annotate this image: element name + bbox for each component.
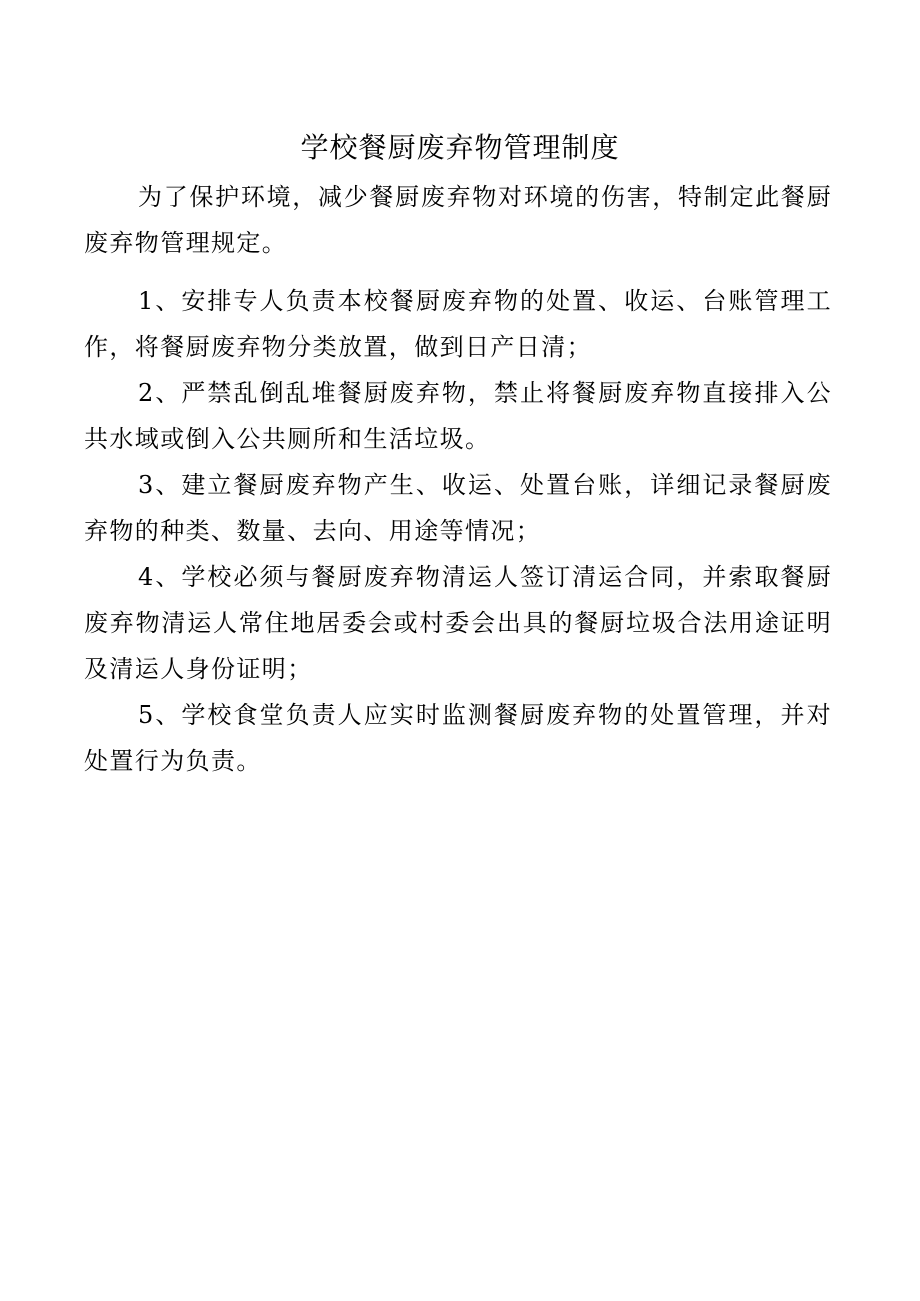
rule-item-2: 2、严禁乱倒乱堆餐厨废弃物，禁止将餐厨废弃物直接排入公共水域或倒入公共厕所和生活垃圾。 bbox=[84, 379, 832, 453]
intro-paragraph: 为了保护环境，减少餐厨废弃物对环境的伤害，特制定此餐厨废弃物管理规定。 bbox=[84, 183, 832, 257]
document-body bbox=[84, 174, 832, 784]
rule-item-5: 5、学校食堂负责人应实时监测餐厨废弃物的处置管理，并对处置行为负责。 bbox=[84, 701, 832, 775]
rule-item-1: 1、安排专人负责本校餐厨废弃物的处置、收运、台账管理工作，将餐厨废弃物分类放置，做到日产日清； bbox=[84, 287, 832, 361]
rule-item-4: 4、学校必须与餐厨废弃物清运人签订清运合同，并索取餐厨废弃物清运人常住地居委会或村委会出具的餐厨垃圾合法用途证明及清运人身份证明； bbox=[84, 563, 832, 683]
rule-item-3: 3、建立餐厨废弃物产生、收运、处置台账，详细记录餐厨废弃物的种类、数量、去向、用途等情况； bbox=[84, 471, 832, 545]
document-title: 学校餐厨废弃物管理制度 bbox=[300, 131, 620, 164]
